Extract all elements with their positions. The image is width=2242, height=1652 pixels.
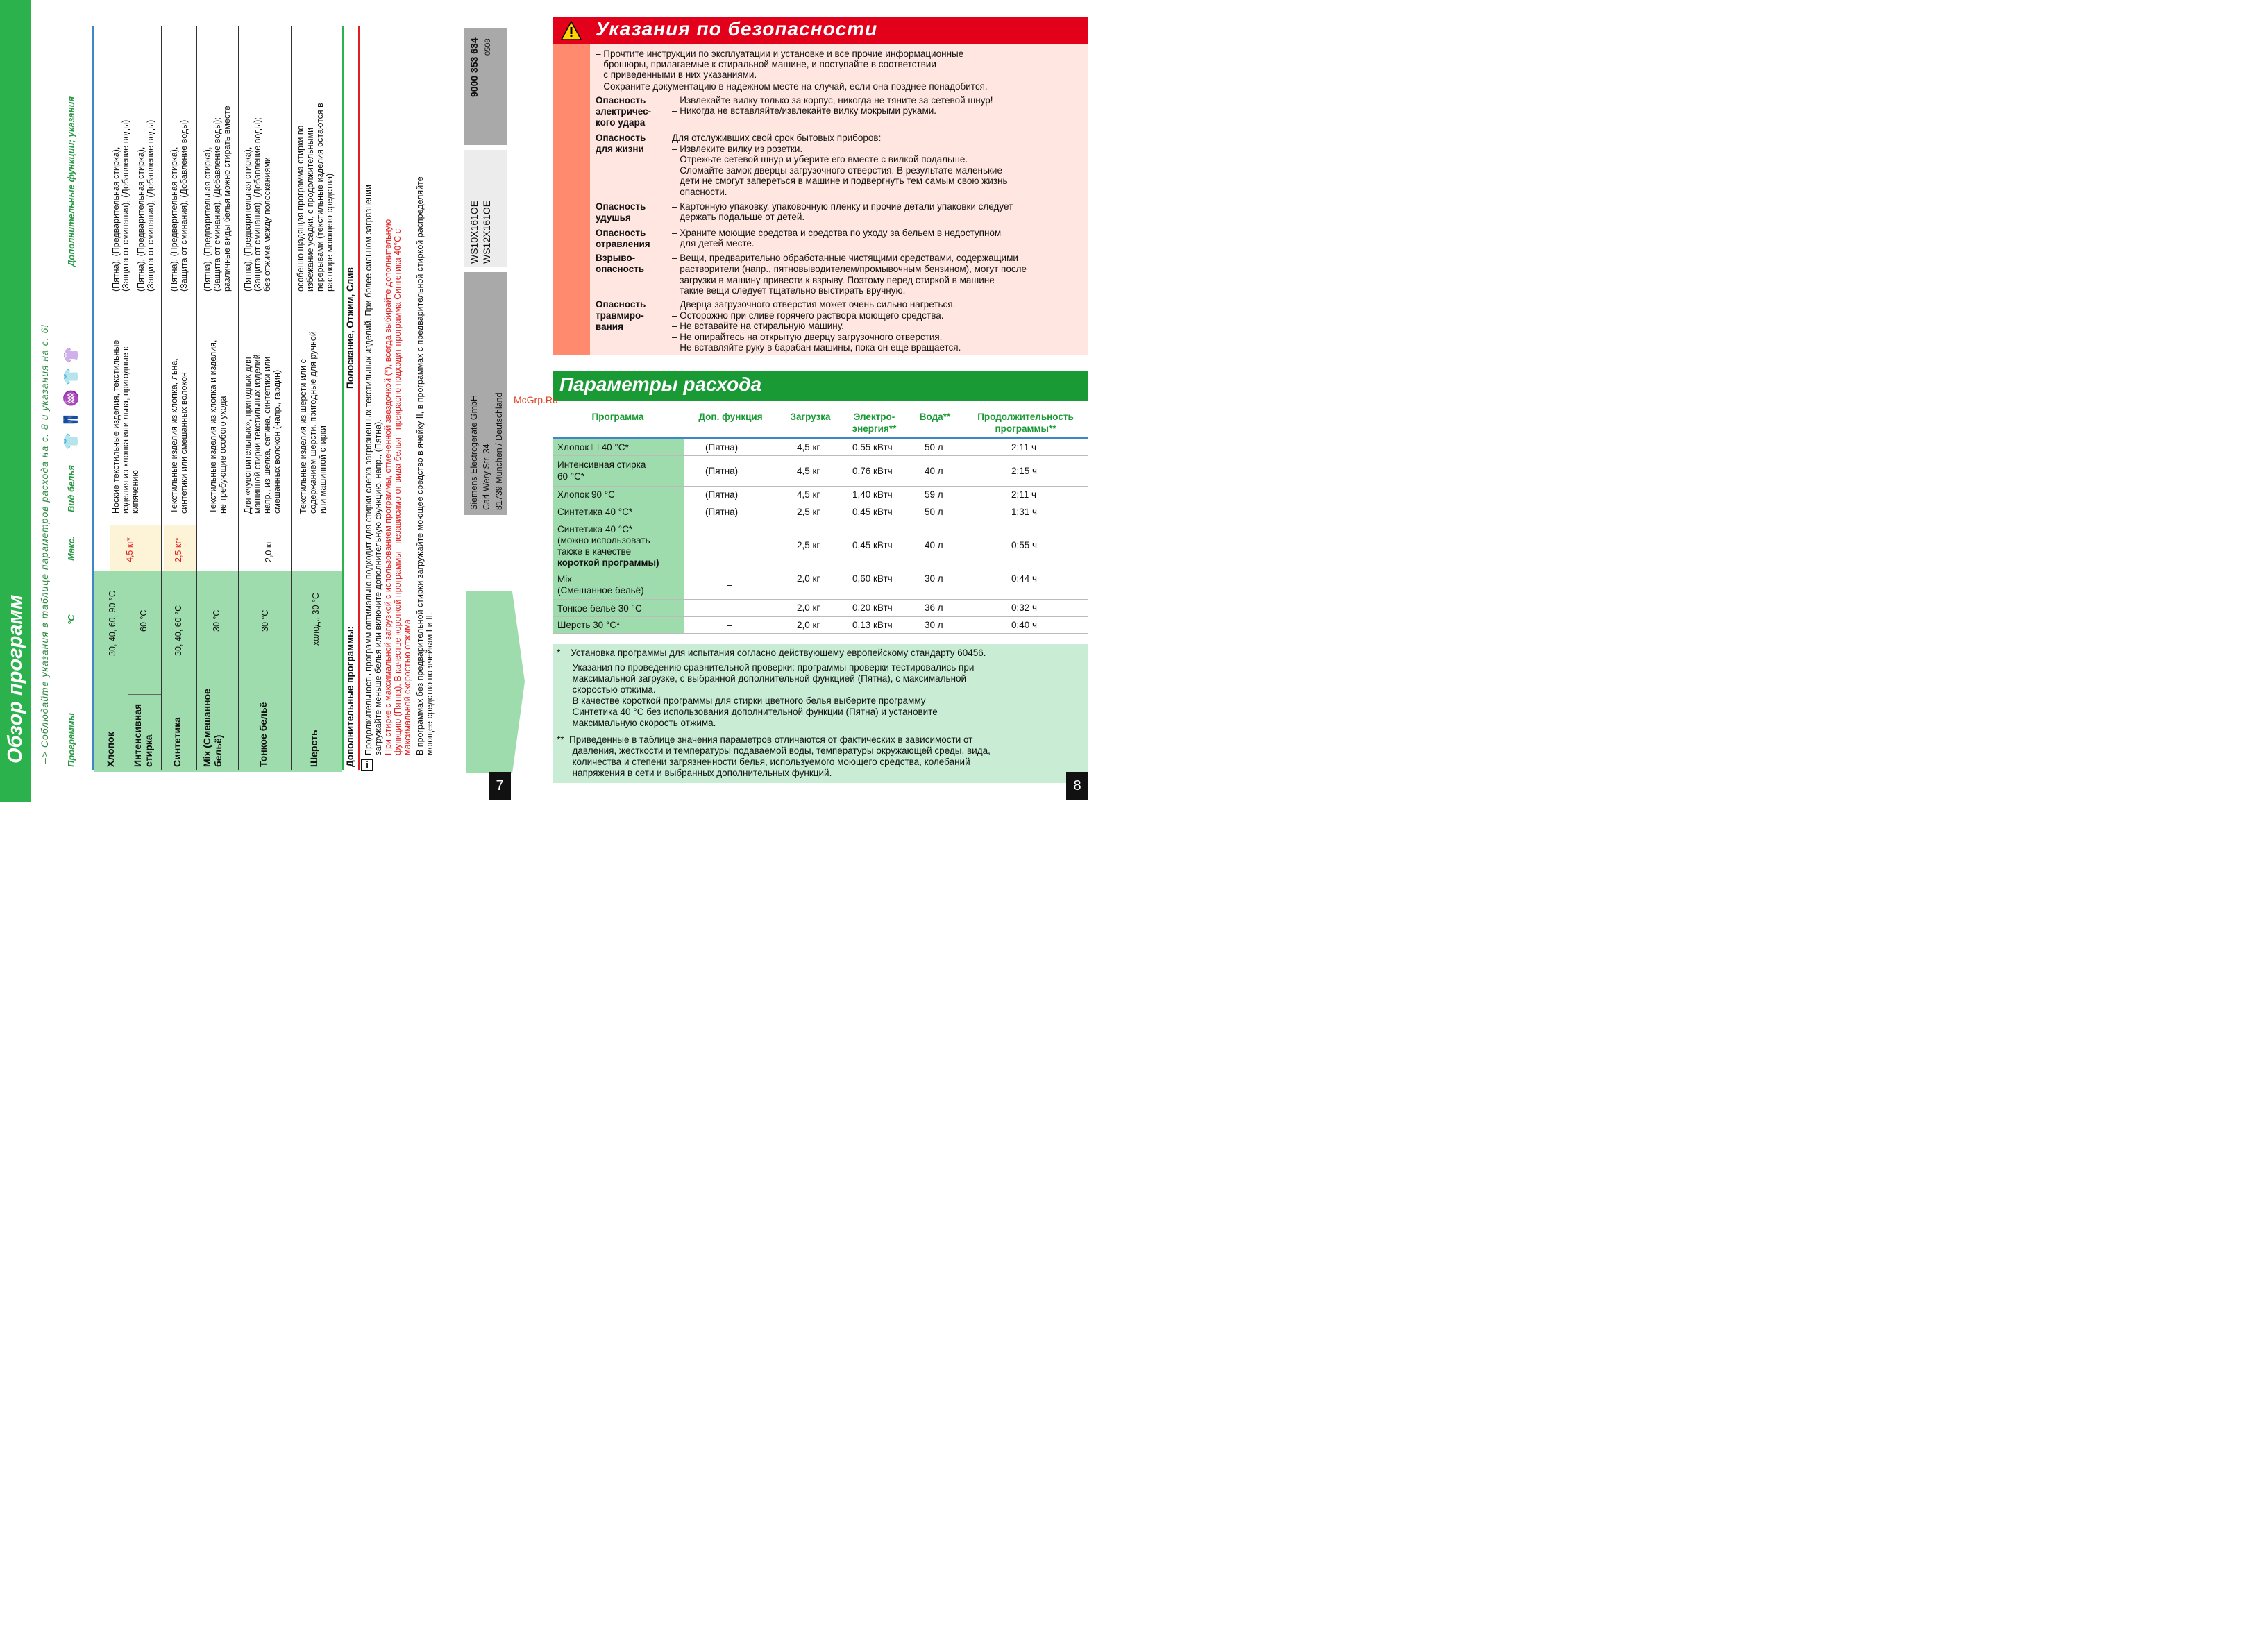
row-program: короткой программы) <box>557 557 659 568</box>
hazard-text: – Осторожно при сливе горячего раствора моющего средства. <box>672 310 944 321</box>
program-extra-1: (Пятна), (Предварительная стирка), <box>111 146 121 292</box>
row-function: (Пятна) <box>705 466 739 476</box>
row-line <box>553 633 1088 634</box>
footnote-line: ** Приведенные в таблице значения параметров отличаются от фактических в зависимости от <box>557 734 973 745</box>
program-kind: Текстильные изделия из шерсти или с содержанием шерсти, пригодные для ручной или машинной стирки <box>298 331 328 514</box>
program-extra-2: (Защита от сминания), (Добавление воды) <box>179 119 189 292</box>
hazard-text: – Извлеките вилку из розетки. <box>672 144 803 154</box>
model-1: WS10X161OE <box>469 200 480 264</box>
note-line: моющее средство по ячейкам I и II. <box>425 612 435 755</box>
row-water: 40 л <box>925 540 943 550</box>
footnote-line: Синтетика 40 °C без использования дополнительной функции (Пятна) и установите <box>557 707 938 717</box>
program-max: 2,5 кг* <box>174 537 183 562</box>
warning-icon <box>561 21 582 40</box>
row-water: 30 л <box>925 620 943 630</box>
footnote-line: * Установка программы для испытания согласно действующему европейскому стандарту 60456. <box>557 648 986 658</box>
row-duration: 2:11 ч <box>1011 489 1037 500</box>
row-program: Хлопок 🞎 40 °C* <box>557 442 629 453</box>
hazard-text: – Сломайте замок дверцы загрузочного отверстия. В результате маленькие <box>672 165 1002 176</box>
hazard-text: – Никогда не вставляйте/извлекайте вилку мокрыми руками. <box>672 106 937 116</box>
program-name: Хлопок <box>105 732 116 767</box>
row-duration: 1:31 ч <box>1011 507 1038 517</box>
row-water: 40 л <box>925 466 943 476</box>
col-header: Вода** <box>919 412 951 422</box>
extra-programs: Полоскание, Отжим, Слив <box>345 267 355 389</box>
hazard-text: – Отрежьте сетевой шнур и уберите его вместе с вилкой подальше. <box>672 154 968 165</box>
safety-intro-line: – Прочтите инструкции по эксплуатации и установке и все прочие информационные <box>596 49 964 59</box>
row-program: Синтетика 40 °C* <box>557 507 633 517</box>
row-duration: 2:11 ч <box>1011 442 1037 453</box>
footnote-line: максимальную скорость отжима. <box>557 718 716 728</box>
hazard-label: Опасность отравления <box>596 228 650 249</box>
header-kind: Вид белья <box>66 465 76 512</box>
program-name: Шерсть <box>308 730 319 767</box>
row-function: – <box>727 540 732 550</box>
row-load: 4,5 кг <box>797 466 820 476</box>
model-2: WS12X161OE <box>481 200 492 264</box>
program-temp: 30, 40, 60 °C <box>174 605 183 656</box>
row-program: (Смешанное бельё) <box>557 585 644 596</box>
row-load: 2,5 кг <box>797 507 820 517</box>
note-line: Продолжительность программ оптимально подходит для стирки слегка загрязненных текстильных изделий. При более сильном загрязнении <box>364 185 373 755</box>
hazard-text: – Не вставайте на стиральную машину. <box>672 321 844 331</box>
col-header: Продолжительность программы** <box>977 412 1074 434</box>
row-energy: 1,40 кВтч <box>852 489 893 500</box>
row-program: Mix <box>557 574 572 584</box>
program-max: 2,0 кг <box>264 541 273 562</box>
row-duration: 2:15 ч <box>1011 466 1038 476</box>
program-extra-3: без отжима между полосканиями <box>262 157 272 292</box>
hazard-text: держать подальше от детей. <box>672 212 805 222</box>
row-energy: 0,13 кВтч <box>852 620 893 630</box>
col-header: Электро- энергия** <box>852 412 897 434</box>
row-program: Тонкое бельё 30 °C <box>557 603 642 614</box>
note-line: загружайте меньше белья или включите дополнительную функцию, напр., (Пятна). <box>373 419 383 755</box>
row-load: 2,0 кг <box>797 573 820 584</box>
row-separator <box>196 26 197 770</box>
note-line: При стирке с максимальной загрузкой с использованием программы, отмеченной звездочкой (*), всегда выбирайте дополнительную <box>383 219 393 755</box>
hazard-text: – Храните моющие средства и средства по уходу за бельем в недоступном <box>672 228 1002 238</box>
row-program: 60 °C* <box>557 471 585 482</box>
row-separator <box>238 26 239 770</box>
laundry-icons: 👕👖♒👕👚 <box>64 342 79 450</box>
row-program: также в качестве <box>557 546 632 557</box>
program-name: Mix (Смешанное бельё) <box>201 689 224 767</box>
page-number-8: 8 <box>1066 772 1088 800</box>
program-temp: 30 °C <box>212 609 221 632</box>
header-temp: °C <box>66 614 76 625</box>
row-separator <box>161 26 162 770</box>
program-extra-3: перерывами (текстильные изделия остаются в <box>315 103 325 292</box>
row-energy: 0,45 кВтч <box>852 507 893 517</box>
program-extra-2: (Защита от сминания), (Добавление воды) <box>146 119 155 292</box>
row-energy: 0,60 кВтч <box>852 573 893 584</box>
red-divider <box>358 26 360 770</box>
program-extra-3: различные виды белья можно стирать вместе <box>222 106 232 292</box>
safety-side-bar <box>553 44 590 355</box>
hazard-text: – Извлекайте вилку только за корпус, никогда не тяните за сетевой шнур! <box>672 95 993 106</box>
green-divider <box>342 26 344 770</box>
col-header: Доп. функция <box>698 412 763 422</box>
program-extra-4: растворе моющего средства) <box>325 173 335 292</box>
row-program: (можно использовать <box>557 535 650 546</box>
program-temp: 30, 40, 60, 90 °C <box>108 591 117 656</box>
program-temp: 60 °C <box>139 609 149 632</box>
safety-intro-line: брошюры, прилагаемые к стиральной машине, и поступайте в соответствии <box>596 59 936 69</box>
row-water: 36 л <box>925 602 943 613</box>
row-duration: 0:44 ч <box>1011 573 1038 584</box>
footnote-line: скоростью отжима. <box>557 684 656 695</box>
footnote-line: В качестве короткой программы для стирки цветного белья выберите программу <box>557 696 926 706</box>
watermark: McGrp.Ru <box>514 394 558 405</box>
program-max: 4,5 кг* <box>125 537 135 562</box>
note-line: функцию (Пятна). В качестве короткой программы - независимо от вида белья - прекрасно подходит программа Синтетика 40°C с <box>393 229 403 755</box>
hazard-text: дети не смогут запереться в машине и подвергнуть тем самым свою жизнь <box>672 176 1008 186</box>
row-program: Интенсивная стирка <box>557 460 646 470</box>
row-energy: 0,76 кВтч <box>852 466 893 476</box>
footnote-line: количества и степени загрязненности белья, используемого моющего средства, колебаний <box>557 757 970 767</box>
row-water: 30 л <box>925 573 943 584</box>
program-name: Синтетика <box>171 717 183 767</box>
row-duration: 0:32 ч <box>1011 602 1038 613</box>
hazard-text: – Не вставляйте руку в барабан машины, пока он еще вращается. <box>672 342 961 353</box>
program-extra-1: (Пятна), (Предварительная стирка), <box>243 146 253 292</box>
program-extra-2: (Защита от сминания), (Добавление воды) <box>121 119 130 292</box>
hazard-text: Для отслуживших свой срок бытовых приборов: <box>672 133 882 143</box>
program-extra-2: (Защита от сминания), (Добавление воды); <box>212 117 222 292</box>
row-load: 2,0 кг <box>797 620 820 630</box>
program-kind: Ноские текстильные изделия, текстильные изделия из хлопка или льна, пригодные к кипячению <box>111 339 140 514</box>
hazard-label: Опасность электричес- кого удара <box>596 95 652 128</box>
safety-intro-line: с приведенными в них указаниями. <box>596 69 757 80</box>
manufacturer-line: 81739 München / Deutschland <box>494 392 504 510</box>
row-function: (Пятна) <box>705 489 739 500</box>
program-temp: 30 °C <box>260 609 270 632</box>
row-energy: 0,20 кВтч <box>852 602 893 613</box>
row-water: 50 л <box>925 507 943 517</box>
safety-intro-line: – Сохраните документацию в надежном месте на случай, если она позднее понадобится. <box>596 81 988 92</box>
extra-programs-label: Дополнительные программы: <box>345 625 355 767</box>
program-extra-2: избежание усадки, с продолжительными <box>305 127 315 292</box>
program-kind: Текстильные изделия из хлопка и изделия, не требующие особого ухода <box>208 339 228 514</box>
header-divider <box>92 26 94 770</box>
row-load: 4,5 кг <box>797 489 820 500</box>
program-extra-1: (Пятна), (Предварительная стирка), <box>169 146 179 292</box>
row-energy: 0,55 кВтч <box>852 442 893 453</box>
hazard-text: – Дверца загрузочного отверстия может очень сильно нагреться. <box>672 299 956 310</box>
consumption-title: Параметры расхода <box>559 373 762 395</box>
program-kind: Текстильные изделия из хлопка, льна, синтетики или смешанных волокон <box>169 358 189 514</box>
col-header: Загрузка <box>790 412 831 422</box>
footnote-line: Указания по проведению сравнительной проверки: программы проверки тестировались при <box>557 662 975 673</box>
row-program: Хлопок 90 °C <box>557 489 615 500</box>
hazard-label: Опасность для жизни <box>596 133 646 154</box>
hazard-text: загрузки в машину привести к взрыву. Поэтому перед стиркой в машине <box>672 275 995 285</box>
row-load: 4,5 кг <box>797 442 820 453</box>
manufacturer-line: Carl-Wery Str. 34 <box>482 444 491 510</box>
row-separator <box>291 26 292 770</box>
row-function: (Пятна) <box>705 507 739 517</box>
row-water: 59 л <box>925 489 943 500</box>
hazard-text: такие вещи следует тщательно выстирать вручную. <box>672 285 906 296</box>
program-extra-1: особенно щадящая программа стирки во <box>296 125 305 292</box>
row-function: – <box>727 580 732 590</box>
footnote-line: давления, жесткости и температуры подаваемой воды, температуры окружающей среды, вида, <box>557 745 991 756</box>
row-line <box>553 599 1088 600</box>
hazard-label: Опасность удушья <box>596 201 646 223</box>
page-number-7: 7 <box>489 772 511 800</box>
program-extra-2: (Защита от сминания), (Добавление воды); <box>253 117 262 292</box>
hazard-text: растворители (напр., пятновыводителем/промывочным бензином), могут после <box>672 264 1027 274</box>
row-line <box>553 455 1088 456</box>
program-extra-1: (Пятна), (Предварительная стирка), <box>136 146 146 292</box>
row-load: 2,0 кг <box>797 602 820 613</box>
header-programs: Программы <box>66 713 76 767</box>
row-program: Синтетика 40 °C* <box>557 524 633 534</box>
hazard-text: – Не опирайтесь на открытую дверцу загрузочного отверстия. <box>672 332 943 342</box>
row-duration: 0:55 ч <box>1011 540 1038 550</box>
page-title: Обзор программ <box>4 594 26 764</box>
header-max: Макс. <box>66 536 76 561</box>
page-arrow <box>466 591 528 773</box>
row-line <box>553 486 1088 487</box>
program-extra-1: (Пятна), (Предварительная стирка), <box>203 146 212 292</box>
row-load: 2,5 кг <box>797 540 820 550</box>
hazard-text: опасности. <box>672 187 727 197</box>
row-duration: 0:40 ч <box>1011 620 1038 630</box>
doc-code-sub: 0508 <box>484 38 492 56</box>
hazard-text: для детей месте. <box>672 238 755 248</box>
row-line <box>553 616 1088 617</box>
row-function: (Пятна) <box>705 442 739 453</box>
hazard-label: Взрыво- опасность <box>596 253 645 274</box>
hazard-label: Опасность травмиро- вания <box>596 299 646 332</box>
page-subtitle: –> Соблюдайте указания в таблице параметров расхода на с. 8 и указания на с. 6! <box>39 323 50 764</box>
safety-title: Указания по безопасности <box>596 18 878 40</box>
hazard-text: – Картонную упаковку, упаковочную пленку и прочие детали упаковки следует <box>672 201 1013 212</box>
note-line: максимальной скоростью отжима. <box>403 616 412 755</box>
row-function: – <box>727 603 732 614</box>
doc-code: 9000 353 634 <box>469 37 480 97</box>
note-line: В программах без предварительной стирки загружайте моющее средство в ячейку II, в программах с предварительной стиркой распределяйте <box>415 176 425 755</box>
program-name: Тонкое бельё <box>258 702 269 767</box>
header-extra: Дополнительные функции; указания <box>66 96 76 267</box>
max-highlight-1 <box>110 525 162 571</box>
program-name: Интенсивная стирка <box>132 703 154 767</box>
col-header: Программа <box>591 412 644 422</box>
manufacturer-line: Siemens Electrogeräte GmbH <box>469 394 479 510</box>
footnote-line: напряжения в сети и выбранных дополнительных функций. <box>557 768 832 778</box>
row-program: Шерсть 30 °C* <box>557 620 621 630</box>
row-function: – <box>727 620 732 630</box>
info-icon: i <box>361 759 373 771</box>
program-temp: холод., 30 °C <box>311 592 321 646</box>
hazard-text: – Вещи, предварительно обработанные чистящими средствами, содержащими <box>672 253 1018 263</box>
footnote-line: максимальной загрузке, с выбранной дополнительной функцией (Пятна), с максимальной <box>557 673 967 684</box>
row-water: 50 л <box>925 442 943 453</box>
program-kind: Для «чувствительных», пригодных для машинной стирки текстильных изделий, напр., из шелка, сатина, синтетики или смешанных волокон (напр., гардин) <box>243 351 282 514</box>
row-energy: 0,45 кВтч <box>852 540 893 550</box>
